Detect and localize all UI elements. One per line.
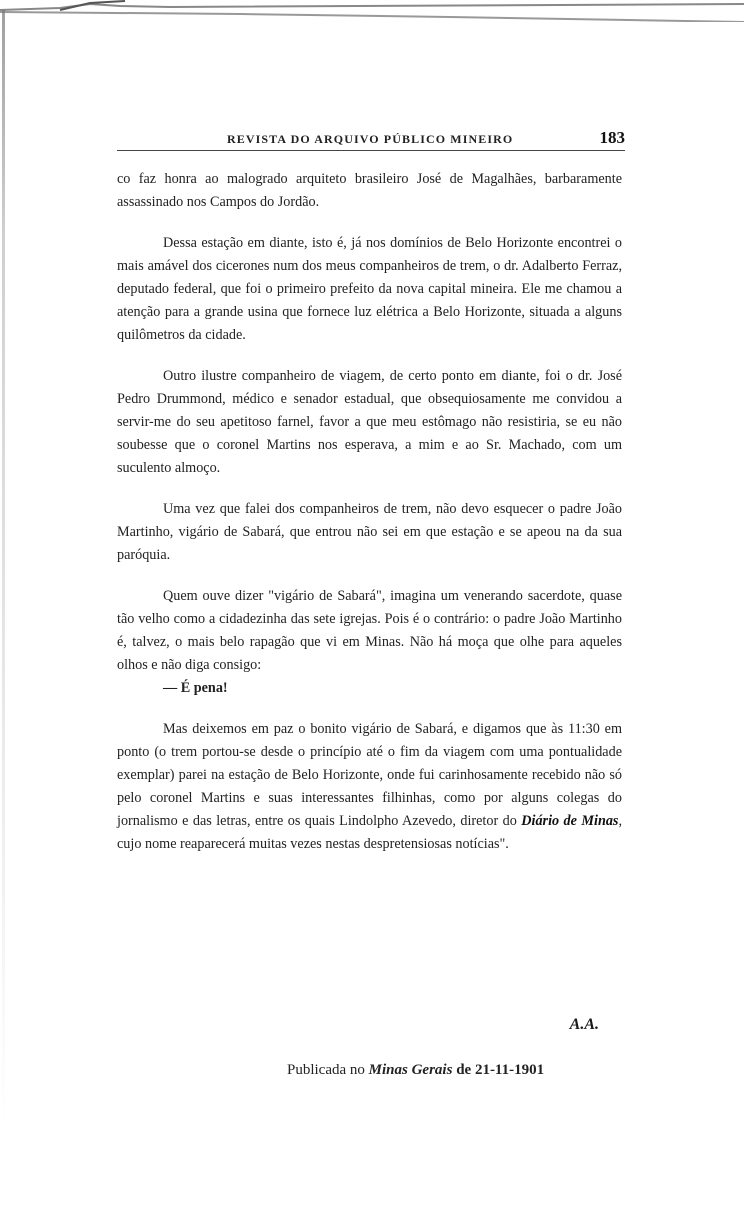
publication-note: [287, 1062, 544, 1079]
publication-prefix: Publicada no: [287, 1062, 365, 1078]
paragraph-6-text-a: Mas deixemos em paz o bonito vigário de Sabará, e digamos que às 11:30 em ponto (o trem portou-se desde o princípio até o fim da viagem com uma pontualidade exemplar) parei na estação de Belo Horizonte, onde fui carinhosamente recebido não só pelo coronel Martins e suas interessantes filhinhas, como por alguns colegas do jornalismo e das letras, entre os quais Lindolpho Azevedo, diretor do: [117, 721, 622, 829]
author-signature: A.A.: [569, 1016, 599, 1033]
paragraph-6-text-b: , cujo nome reaparecerá muitas vezes nestas despretensiosas notícias".: [117, 813, 622, 852]
newspaper-title: Diário de Minas: [521, 813, 619, 829]
article-body: [117, 168, 622, 856]
paragraph-5: Quem ouve dizer "vigário de Sabará", imagina um venerando sacerdote, quase tão velho como a cidadezinha das sete igrejas. Pois é o contrário: o padre João Martinho é, talvez, o mais belo rapagão que vi em Minas. Não há moça que olhe para aqueles olhos e não diga consigo:: [117, 588, 622, 673]
page-header: [117, 128, 625, 151]
scan-edge-top: [0, 0, 744, 22]
paragraph-1: co faz honra ao malogrado arquiteto brasileiro José de Magalhães, barbaramente assassinado nos Campos do Jordão.: [117, 171, 622, 210]
paragraph-6: [117, 718, 622, 856]
exclamation-line: — É pena!: [163, 680, 228, 696]
paragraph-2: Dessa estação em diante, isto é, já nos domínios de Belo Horizonte encontrei o mais amável dos cicerones num dos meus companheiros de trem, o dr. Adalberto Ferraz, deputado federal, que foi o primeiro prefeito da nova capital mineira. Ele me chamou a atenção para a grande usina que fornece luz elétrica a Belo Horizonte, situada a alguns quilômetros da cidade.: [117, 235, 622, 343]
paragraph-4: Uma vez que falei dos companheiros de trem, não devo esquecer o padre João Martinho, vigário de Sabará, que entrou não sei em que estação e se apeou na da sua paróquia.: [117, 501, 622, 563]
page-number: 183: [599, 128, 625, 147]
paragraph-3: Outro ilustre companheiro de viagem, de certo ponto em diante, foi o dr. José Pedro Drummond, médico e senador estadual, que obsequiosamente me convidou a servir-me do seu apetitoso farnel, favor a que meu estômago não resistiria, se eu não soubesse que o coronel Martins nos esperava, a mim e ao Sr. Machado, com um suculento almoço.: [117, 368, 622, 476]
publication-newspaper: Minas Gerais: [368, 1062, 453, 1078]
running-head: REVISTA DO ARQUIVO PÚBLICO MINEIRO: [227, 132, 514, 146]
publication-date: de 21-11-1901: [456, 1062, 545, 1078]
scan-edge-left: [2, 10, 5, 1130]
